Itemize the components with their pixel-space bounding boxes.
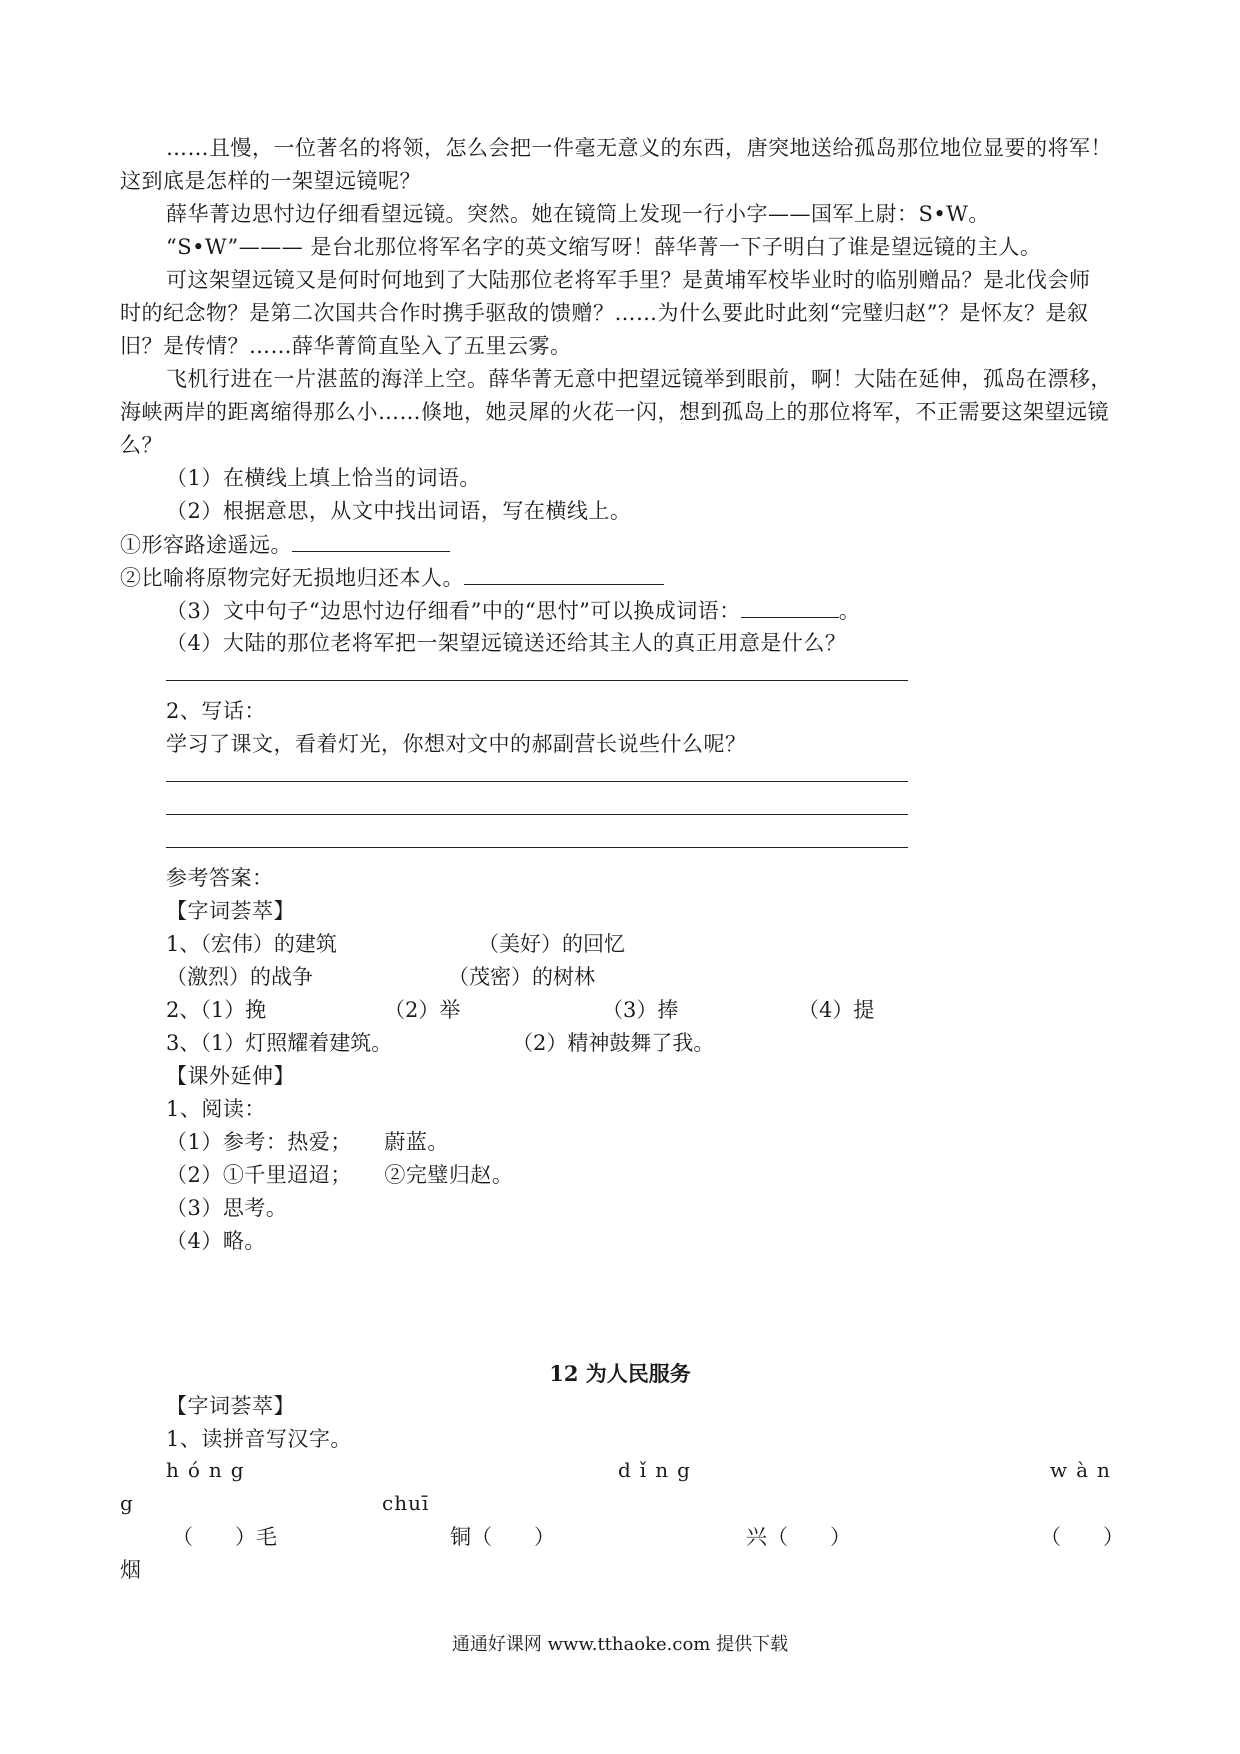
answer-blank[interactable] [292,529,450,552]
answer-item: （美好）的回忆 [478,932,625,956]
answer-line[interactable] [166,680,908,681]
fill-item[interactable]: 兴（ ） [746,1525,851,1549]
question-2b-text: ②比喻将原物完好无损地归还本人。 [120,566,464,590]
answer-item: （3）思考。 [166,1196,288,1220]
writing-prompt: 学习了课文，看着灯光，你想对文中的郝副营长说些什么呢？ [166,732,747,756]
passage-line: 时的纪念物？是第二次国共合作时携手驱敌的馈赠？……为什么要此时此刻“完璧归赵”？是怀友？是叙 [120,301,1089,325]
answer-item: 2、（1）挽 [166,998,267,1022]
passage-line: 飞机行进在一片湛蓝的海洋上空。薛华菁无意中把望远镜举到眼前，啊！大陆在延伸，孤岛在漂移， [166,367,1112,391]
answer-blank[interactable] [464,562,664,585]
pinyin-label: dǐng [618,1458,699,1482]
writing-line[interactable] [166,814,908,815]
lesson-task: 1、读拼音写汉字。 [166,1427,352,1451]
answer-blank[interactable] [741,595,839,618]
pinyin-label: wàn [1050,1458,1119,1482]
answer-item: （2）举 [384,998,461,1022]
answer-item: 1、阅读： [166,1097,266,1121]
question-1: （1）在横线上填上恰当的词语。 [166,466,481,490]
fill-item-wrap: 烟 [120,1558,141,1582]
answer-item: （2）精神鼓舞了我。 [512,1031,715,1055]
question-2: （2）根据意思，从文中找出词语，写在横线上。 [166,499,632,523]
question-2a [120,529,450,560]
fill-item[interactable]: 铜（ ） [450,1525,555,1549]
lesson-title: 12 为人民服务 [549,1361,691,1386]
answer-item: 1、（宏伟）的建筑 [166,932,337,956]
question-4: （4）大陆的那位老将军把一架望远镜送还给其主人的真正用意是什么？ [166,631,847,655]
question-2b [120,562,664,593]
pinyin-label: chuī [382,1491,430,1515]
answer-item: （3）捧 [602,998,679,1022]
passage-line: “S•W”——— 是台北那位将军名字的英文缩写呀！薛华菁一下子明白了谁是望远镜的主人。 [166,235,1042,259]
answer-item: （1）参考：热爱； 蔚蓝。 [166,1130,449,1154]
answers-section-heading: 【字词荟萃】 [166,899,295,923]
fill-item[interactable]: （ ） [1040,1525,1124,1549]
answer-item: 3、（1）灯照耀着建筑。 [166,1031,393,1055]
page-footer: 通通好课网 www.tthaoke.com 提供下载 [451,1634,789,1655]
passage-line: 海峡两岸的距离缩得那么小……倏地，她灵犀的火花一闪，想到孤岛上的那位将军，不正需要这架望远镜 [120,400,1109,424]
writing-heading: 2、写话： [166,699,266,723]
pinyin-label: g [120,1491,133,1515]
fill-item[interactable]: （ ）毛 [172,1525,277,1549]
answers-section-heading: 【课外延伸】 [166,1064,295,1088]
question-3-text: （3）文中句子“边思忖边仔细看”中的“思忖”可以换成词语： [166,599,741,623]
passage-line: 旧？是传情？……薛华菁简直坠入了五里云雾。 [120,334,572,358]
question-2a-text: ①形容路途遥远。 [120,533,292,557]
answers-heading: 参考答案： [166,866,274,890]
answer-item: （茂密）的树林 [448,965,595,989]
passage-line: 薛华菁边思忖边仔细看望远镜。突然。她在镜筒上发现一行小字——国军上尉：S•W。 [166,202,990,226]
pinyin-label: hóng [166,1458,253,1482]
passage-line: 么？ [120,433,163,457]
answer-item: （2）①千里迢迢； ②完璧归赵。 [166,1163,514,1187]
writing-line[interactable] [166,781,908,782]
lesson-section-heading: 【字词荟萃】 [166,1394,295,1418]
question-3 [166,595,860,626]
answer-item: （4）略。 [166,1229,266,1253]
answer-item: （4）提 [798,998,875,1022]
question-3-end: 。 [838,599,861,623]
passage-line: ……且慢，一位著名的将领，怎么会把一件毫无意义的东西，唐突地送给孤岛那位地位显要的将军！ [166,136,1112,160]
answer-item: （激烈）的战争 [166,965,313,989]
passage-line: 可这架望远镜又是何时何地到了大陆那位老将军手里？是黄埔军校毕业时的临别赠品？是北伐会师 [166,268,1091,292]
passage-line: 这到底是怎样的一架望远镜呢？ [120,169,421,193]
writing-line[interactable] [166,847,908,848]
